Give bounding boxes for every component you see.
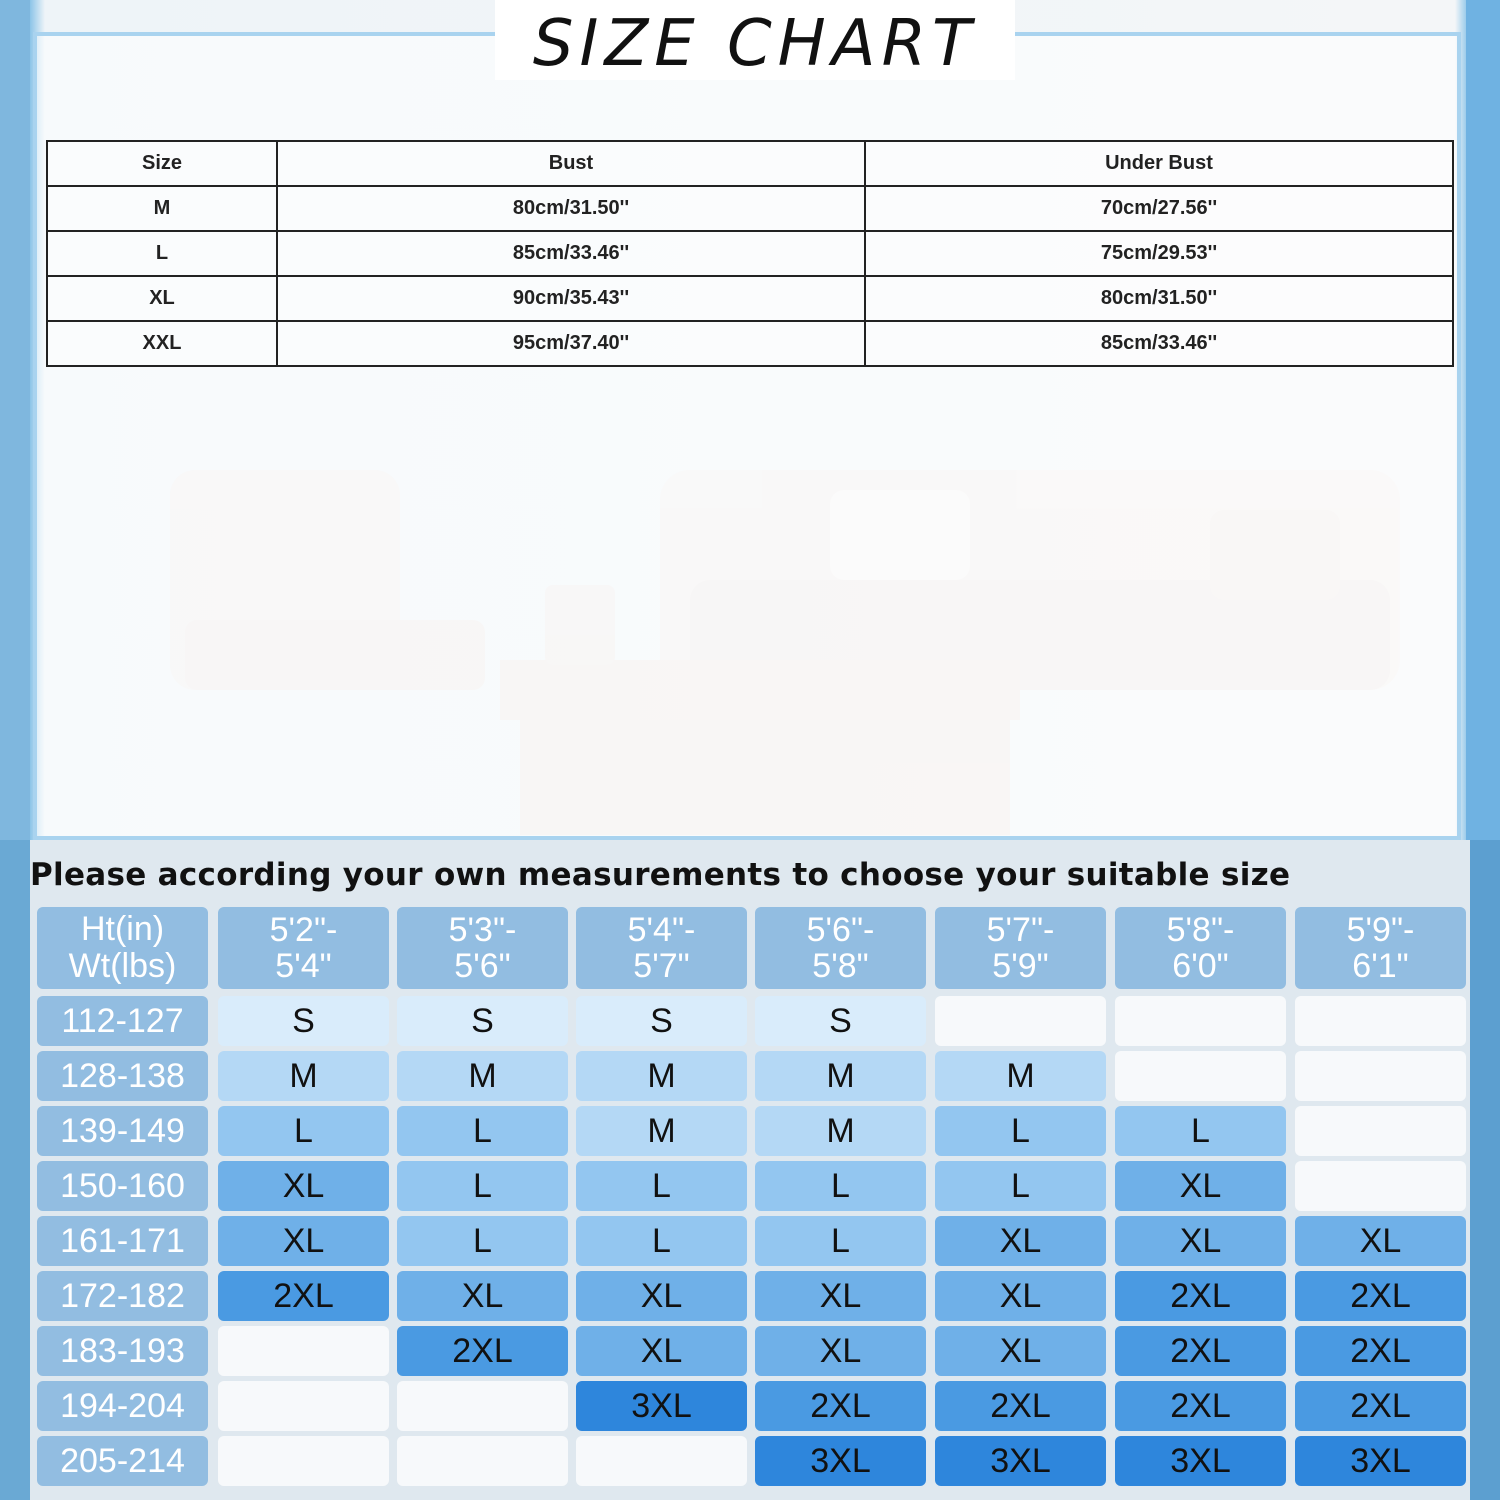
height-header-line: 5'7" xyxy=(633,947,690,985)
size-cell: L xyxy=(576,1161,747,1211)
under-bust-cell: 75cm/29.53'' xyxy=(865,231,1453,276)
bust-cell: 90cm/35.43'' xyxy=(277,276,865,321)
table-row xyxy=(47,276,1453,321)
height-header-line: 5'6" xyxy=(454,947,511,985)
size-cell: M xyxy=(576,1106,747,1156)
bust-cell: 80cm/31.50'' xyxy=(277,186,865,231)
size-cell: 2XL xyxy=(218,1271,389,1321)
header-bust: Bust xyxy=(277,141,865,186)
height-header xyxy=(935,907,1106,989)
size-cell: L xyxy=(935,1161,1106,1211)
size-cell: 3XL xyxy=(576,1381,747,1431)
size-cell: S xyxy=(397,996,568,1046)
empty-cell xyxy=(1295,1051,1466,1101)
weight-label: 139-149 xyxy=(37,1106,208,1156)
size-cell: 3XL xyxy=(935,1436,1106,1486)
size-cell: XL xyxy=(576,1271,747,1321)
size-cell: L xyxy=(397,1161,568,1211)
measurement-table xyxy=(46,140,1454,367)
size-cell: M xyxy=(576,1051,747,1101)
size-cell: S xyxy=(218,996,389,1046)
corner-label xyxy=(37,907,208,989)
size-cell: 3XL xyxy=(1295,1436,1466,1486)
height-header xyxy=(218,907,389,989)
size-cell: L xyxy=(218,1106,389,1156)
empty-cell xyxy=(1115,1051,1286,1101)
size-cell: 2XL xyxy=(1115,1381,1286,1431)
size-cell: XL xyxy=(935,1326,1106,1376)
weight-label: 128-138 xyxy=(37,1051,208,1101)
height-header-line: 5'9"- xyxy=(1346,911,1415,949)
size-cell: XL xyxy=(1115,1161,1286,1211)
size-cell: 3XL xyxy=(1115,1436,1286,1486)
height-header-line: 5'4" xyxy=(275,947,332,985)
height-header-line: 6'0" xyxy=(1172,947,1229,985)
corner-label-line: Ht(in) xyxy=(80,910,165,948)
size-cell: 2XL xyxy=(935,1381,1106,1431)
size-cell: L xyxy=(1115,1106,1286,1156)
empty-cell xyxy=(218,1436,389,1486)
empty-cell xyxy=(576,1436,747,1486)
size-cell: 2XL xyxy=(755,1381,926,1431)
size-cell: 2XL xyxy=(1295,1271,1466,1321)
empty-cell xyxy=(218,1326,389,1376)
size-cell: 2XL xyxy=(1295,1326,1466,1376)
empty-cell xyxy=(1295,1106,1466,1156)
height-header-line: 5'3"- xyxy=(448,911,517,949)
height-header-line: 5'7"- xyxy=(986,911,1055,949)
weight-label: 172-182 xyxy=(37,1271,208,1321)
bust-cell: 95cm/37.40'' xyxy=(277,321,865,366)
size-cell: L xyxy=(755,1161,926,1211)
size-cell: L xyxy=(397,1216,568,1266)
weight-label: 150-160 xyxy=(37,1161,208,1211)
size-cell: XXL xyxy=(47,321,277,366)
under-bust-cell: 85cm/33.46'' xyxy=(865,321,1453,366)
size-cell: S xyxy=(576,996,747,1046)
height-header-line: 5'2"- xyxy=(269,911,338,949)
size-cell: L xyxy=(755,1216,926,1266)
size-cell: M xyxy=(755,1051,926,1101)
height-header-line: 5'4"- xyxy=(627,911,696,949)
empty-cell xyxy=(1295,996,1466,1046)
size-cell: XL xyxy=(935,1271,1106,1321)
weight-label: 183-193 xyxy=(37,1326,208,1376)
empty-cell xyxy=(1115,996,1286,1046)
height-header-line: 5'9" xyxy=(992,947,1049,985)
empty-cell xyxy=(397,1436,568,1486)
height-header xyxy=(397,907,568,989)
size-cell: XL xyxy=(47,276,277,321)
height-header-line: 6'1" xyxy=(1352,947,1409,985)
empty-cell xyxy=(218,1381,389,1431)
size-cell: M xyxy=(397,1051,568,1101)
size-cell: XL xyxy=(218,1161,389,1211)
size-cell: XL xyxy=(397,1271,568,1321)
measurement-header-row xyxy=(47,141,1453,186)
header-size: Size xyxy=(47,141,277,186)
table-row xyxy=(47,231,1453,276)
size-cell: XL xyxy=(1295,1216,1466,1266)
size-cell: L xyxy=(47,231,277,276)
size-cell: XL xyxy=(935,1216,1106,1266)
size-cell: L xyxy=(935,1106,1106,1156)
weight-label: 194-204 xyxy=(37,1381,208,1431)
empty-cell xyxy=(1295,1161,1466,1211)
weight-label: 205-214 xyxy=(37,1436,208,1486)
empty-cell xyxy=(935,996,1106,1046)
size-cell: L xyxy=(576,1216,747,1266)
size-cell: XL xyxy=(1115,1216,1286,1266)
height-header-line: 5'8" xyxy=(812,947,869,985)
height-header xyxy=(1115,907,1286,989)
size-cell: 2XL xyxy=(1115,1271,1286,1321)
size-cell: M xyxy=(755,1106,926,1156)
size-cell: 2XL xyxy=(1115,1326,1286,1376)
size-cell: M xyxy=(218,1051,389,1101)
size-cell: XL xyxy=(576,1326,747,1376)
size-cell: M xyxy=(47,186,277,231)
corner-label-line: Wt(lbs) xyxy=(68,947,177,985)
size-cell: M xyxy=(935,1051,1106,1101)
size-cell: 2XL xyxy=(397,1326,568,1376)
size-cell: XL xyxy=(218,1216,389,1266)
size-cell: S xyxy=(755,996,926,1046)
header-under-bust: Under Bust xyxy=(865,141,1453,186)
size-cell: 3XL xyxy=(755,1436,926,1486)
size-cell: L xyxy=(397,1106,568,1156)
size-cell: 2XL xyxy=(1295,1381,1466,1431)
size-cell: XL xyxy=(755,1271,926,1321)
table-row xyxy=(47,321,1453,366)
size-cell: XL xyxy=(755,1326,926,1376)
height-header xyxy=(755,907,926,989)
under-bust-cell: 80cm/31.50'' xyxy=(865,276,1453,321)
height-header xyxy=(1295,907,1466,989)
height-header-line: 5'8"- xyxy=(1166,911,1235,949)
under-bust-cell: 70cm/27.56'' xyxy=(865,186,1453,231)
height-header xyxy=(576,907,747,989)
instruction-text: Please according your own measurements to choose your suitable size xyxy=(30,857,1291,893)
bust-cell: 85cm/33.46'' xyxy=(277,231,865,276)
page-title: SIZE CHART xyxy=(495,0,1015,80)
height-header-line: 5'6"- xyxy=(806,911,875,949)
empty-cell xyxy=(397,1381,568,1431)
table-row xyxy=(47,186,1453,231)
weight-label: 161-171 xyxy=(37,1216,208,1266)
weight-label: 112-127 xyxy=(37,996,208,1046)
